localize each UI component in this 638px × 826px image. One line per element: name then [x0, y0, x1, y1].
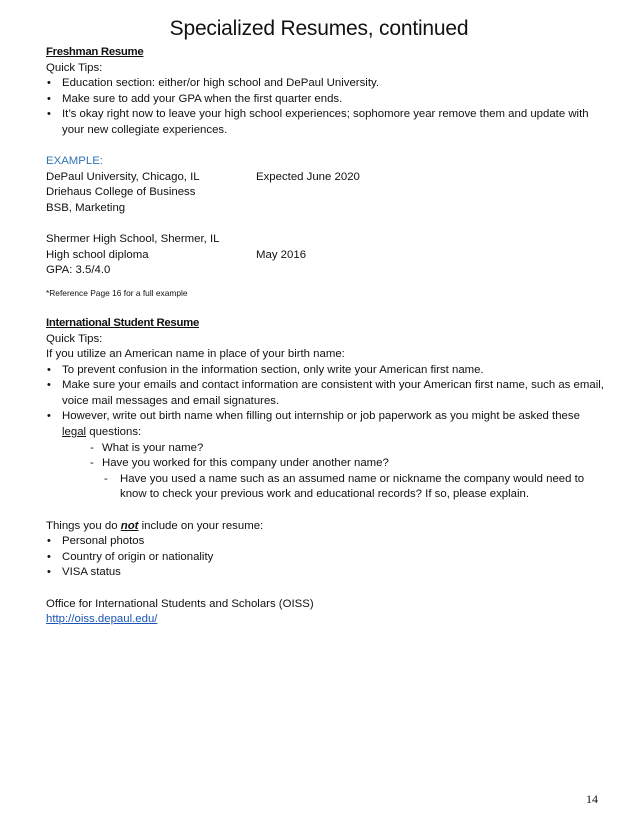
freshman-tips-list [46, 76, 606, 138]
international-heading: International Student Resume [46, 316, 199, 329]
example-degree: BSB, Marketing [46, 201, 126, 214]
list-item: • To prevent confusion in the information section, only write your American first name. [46, 363, 606, 379]
page-title: Specialized Resumes, continued [169, 17, 469, 40]
example-diploma-date: May 2016 [256, 248, 307, 261]
subquestion-item: - Have you used a name such as an assumed name or nickname the company would need to know to check your previous work and educational records? If so, please explain. [46, 472, 606, 503]
international-intro: If you utilize an American name in place of your birth name: [46, 348, 345, 361]
office-name: Office for International Students and Scholars (OISS) [46, 597, 314, 610]
reference-note: *Reference Page 16 for a full example [46, 287, 188, 298]
subquestion-text: Have you used a name such as an assumed name or nickname the company would need to know to check your previous work and educational records? If so, please explain. [120, 472, 585, 501]
example-high-school: Shermer High School, Shermer, IL [46, 233, 220, 246]
list-item [46, 409, 606, 440]
freshman-heading: Freshman Resume [46, 46, 144, 58]
example-row [46, 170, 606, 186]
example-expected-date: Expected June 2020 [256, 170, 360, 183]
freshman-quick-tips-label: Quick Tips: [46, 61, 103, 74]
list-item: • Make sure your emails and contact information are consistent with your American first name, such as email, voice mail messages and email signatures. [46, 378, 606, 409]
not-include-suffix: include on your resume: [141, 519, 264, 532]
not-word: not [120, 519, 139, 532]
page-content [46, 45, 606, 628]
example-gpa: GPA: 3.5/4.0 [46, 264, 111, 277]
tip-text: However, write out birth name when filling out internship or job paperwork as you might be asked these [62, 410, 580, 423]
list-item: • VISA status [46, 565, 606, 581]
not-include-prefix: Things you do [46, 519, 118, 532]
page-number: 14 [586, 792, 598, 806]
question-item: - What is your name? [46, 441, 606, 457]
example-label: EXAMPLE: [46, 155, 103, 168]
question-text: What is your name? [102, 441, 204, 454]
not-include-intro [46, 519, 606, 535]
example-row [46, 248, 606, 264]
not-include-list [46, 534, 606, 581]
example-college: Driehaus College of Business [46, 186, 196, 199]
tip-text: questions: [89, 426, 142, 439]
list-item: • Make sure to add your GPA when the first quarter ends. [46, 92, 606, 108]
question-item: - Have you worked for this company under another name? [46, 456, 606, 472]
legal-word: legal [62, 426, 87, 439]
list-item: • It’s okay right now to leave your high school experiences; sophomore year remove them and update with your new collegiate experiences. [46, 107, 606, 138]
list-item: • Personal photos [46, 534, 606, 550]
question-text: Have you worked for this company under another name? [102, 457, 389, 470]
example-diploma: High school diploma [46, 248, 149, 261]
international-tips-list [46, 363, 606, 441]
list-item: • Education section: either/or high school and DePaul University. [46, 76, 606, 92]
oiss-link[interactable]: http://oiss.depaul.edu/ [46, 613, 158, 626]
example-school: DePaul University, Chicago, IL [46, 170, 200, 183]
international-quick-tips-label: Quick Tips: [46, 332, 103, 345]
list-item: • Country of origin or nationality [46, 550, 606, 566]
